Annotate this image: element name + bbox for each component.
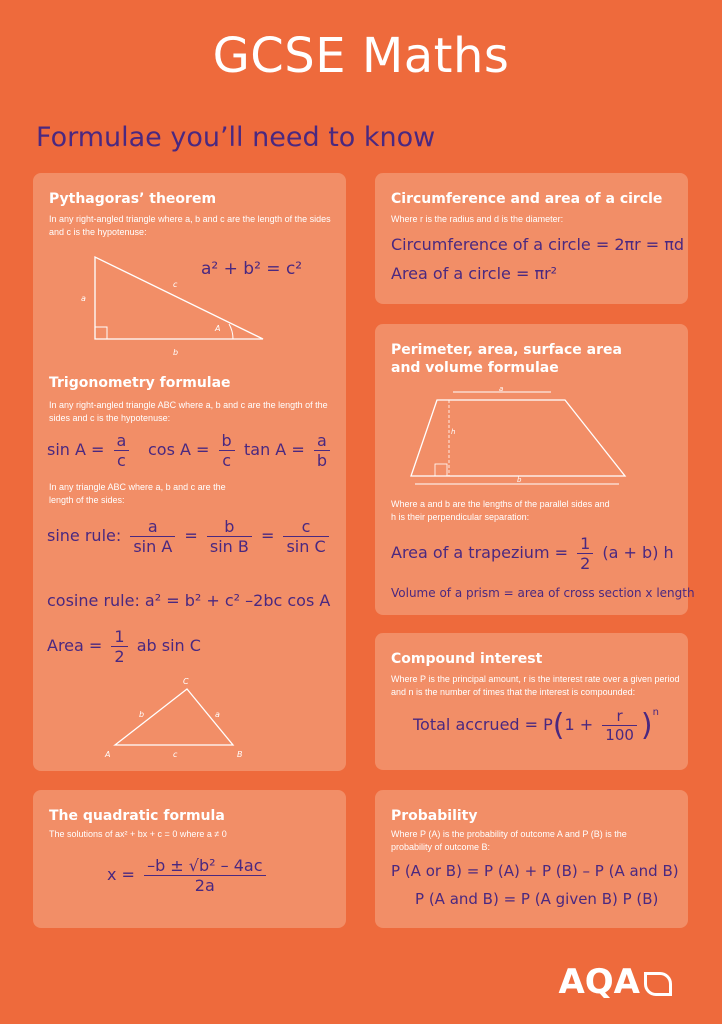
tri-B: B: [237, 750, 243, 759]
trap-b: b: [517, 476, 522, 484]
sine-rule-sinA: sin A: [133, 537, 173, 556]
sin-num: a: [114, 431, 130, 451]
label-c: c: [173, 280, 178, 289]
cos-formula: [148, 431, 239, 470]
sine-rule-eq1: =: [184, 526, 198, 545]
aqa-logo-text: AQA: [558, 962, 640, 1002]
quadratic-num: –b ± √b² – 4ac: [144, 856, 265, 876]
compound-card: [375, 633, 688, 770]
page-subtitle: Formulae you’ll need to know: [36, 122, 436, 153]
circle-heading: Circumference and area of a circle: [391, 191, 663, 207]
quadratic-formula: [107, 856, 270, 895]
trap-a: a: [499, 385, 504, 393]
compound-lhs: Total accrued = P: [413, 715, 553, 734]
trig-desc: In any right-angled triangle ABC where a, b and c are the length of the sides and c is the hypotenuse:: [49, 400, 328, 423]
cosine-rule: cosine rule: a² = b² + c² –2bc cos A: [47, 591, 331, 610]
cos-den: c: [222, 451, 232, 470]
tan-num: a: [314, 431, 330, 451]
label-A: A: [215, 324, 221, 333]
trig-desc2: In any triangle ABC where a, b and c are the length of the sides:: [49, 482, 226, 505]
quadratic-x: x =: [107, 865, 135, 884]
area-rhs: ab sin C: [136, 636, 201, 655]
pythagoras-formula: a² + b² = c²: [201, 259, 303, 279]
tan-formula: [244, 431, 334, 470]
probability-card: [375, 790, 688, 928]
probability-and: P (A and B) = P (A given B) P (B): [415, 890, 659, 908]
sin-lhs: sin A =: [47, 440, 105, 459]
sine-rule-a: a: [130, 517, 175, 537]
aqa-logo: [558, 962, 672, 1002]
trap-lhs: Area of a trapezium =: [391, 543, 569, 562]
probability-heading: Probability: [391, 808, 478, 824]
area-num: 1: [111, 627, 127, 647]
perimeter-heading-2: and volume formulae: [391, 360, 559, 376]
trap-num: 1: [577, 534, 593, 554]
perimeter-desc: Where a and b are the lengths of the parallel sides and h is their perpendicular separation:: [391, 499, 610, 522]
tri-A: A: [105, 750, 111, 759]
circle-desc: Where r is the radius and d is the diameter:: [391, 214, 564, 224]
circle-card: [375, 173, 688, 304]
compound-n: n: [652, 707, 659, 718]
probability-desc: Where P (A) is the probability of outcome A and P (B) is the probability of outcome B:: [391, 829, 627, 852]
tri-c: c: [173, 750, 178, 759]
compound-desc: Where P is the principal amount, r is the interest rate over a given period and n is the number of times that the interest is compounded:: [391, 674, 680, 697]
probability-or: P (A or B) = P (A) + P (B) – P (A and B): [391, 862, 679, 880]
prism-formula: Volume of a prism = area of cross section x length: [391, 586, 695, 600]
quadratic-card: [33, 790, 346, 928]
label-b: b: [173, 348, 179, 357]
page-title: GCSE Maths: [212, 28, 510, 84]
sine-rule: [47, 517, 333, 556]
quadratic-heading: The quadratic formula: [49, 808, 225, 824]
sin-den: c: [117, 451, 126, 470]
circle-area-formula: Area of a circle = πr²: [391, 264, 558, 283]
perimeter-card: [375, 324, 695, 615]
sine-rule-b: b: [207, 517, 252, 537]
quadratic-desc: The solutions of ax² + bx + c = 0 where a ≠ 0: [49, 829, 227, 839]
cos-lhs: cos A =: [148, 440, 210, 459]
trig-heading: Trigonometry formulae: [49, 375, 231, 391]
sine-rule-eq2: =: [260, 526, 275, 545]
pythagoras-heading: Pythagoras’ theorem: [49, 191, 217, 207]
area-den: 2: [114, 647, 125, 666]
compound-one-plus: 1 +: [564, 715, 594, 734]
cos-num: b: [219, 431, 235, 451]
pythagoras-desc: In any right-angled triangle where a, b and c are the length of the sides and c is the hypotenuse:: [49, 214, 331, 237]
sine-rule-label: sine rule:: [47, 526, 122, 545]
trapezium-formula: [391, 534, 674, 573]
sine-rule-sinB: sin B: [209, 537, 249, 556]
sin-formula: [47, 431, 133, 470]
perimeter-heading-1: Perimeter, area, surface area: [391, 342, 622, 358]
tri-C: C: [183, 677, 189, 686]
compound-r: r: [602, 707, 637, 726]
sine-rule-sinC: sin C: [286, 537, 326, 556]
area-lhs: Area =: [47, 636, 103, 655]
quadratic-den: 2a: [194, 876, 215, 895]
tri-b: b: [139, 710, 145, 719]
label-a: a: [81, 294, 86, 303]
aqa-leaf-icon: [644, 972, 672, 996]
compound-100: 100: [605, 726, 634, 744]
circumference-formula: Circumference of a circle = 2πr = πd: [391, 235, 685, 254]
trap-h: h: [451, 428, 456, 436]
trap-den: 2: [580, 554, 591, 573]
trap-rhs: (a + b) h: [602, 543, 674, 562]
tan-lhs: tan A =: [244, 440, 305, 459]
trapezium-diagram: [405, 384, 635, 494]
compound-formula: Total accrued = P(1 + $\frac{r}{100}$ )$^n$: [413, 707, 659, 744]
sine-rule-c: c: [283, 517, 328, 537]
tan-den: b: [316, 451, 327, 470]
compound-heading: Compound interest: [391, 651, 543, 667]
tri-a: a: [215, 710, 220, 719]
pythagoras-trig-card: [33, 173, 346, 771]
triangle-abc-diagram: [99, 673, 259, 765]
triangle-area-formula: [47, 627, 201, 666]
